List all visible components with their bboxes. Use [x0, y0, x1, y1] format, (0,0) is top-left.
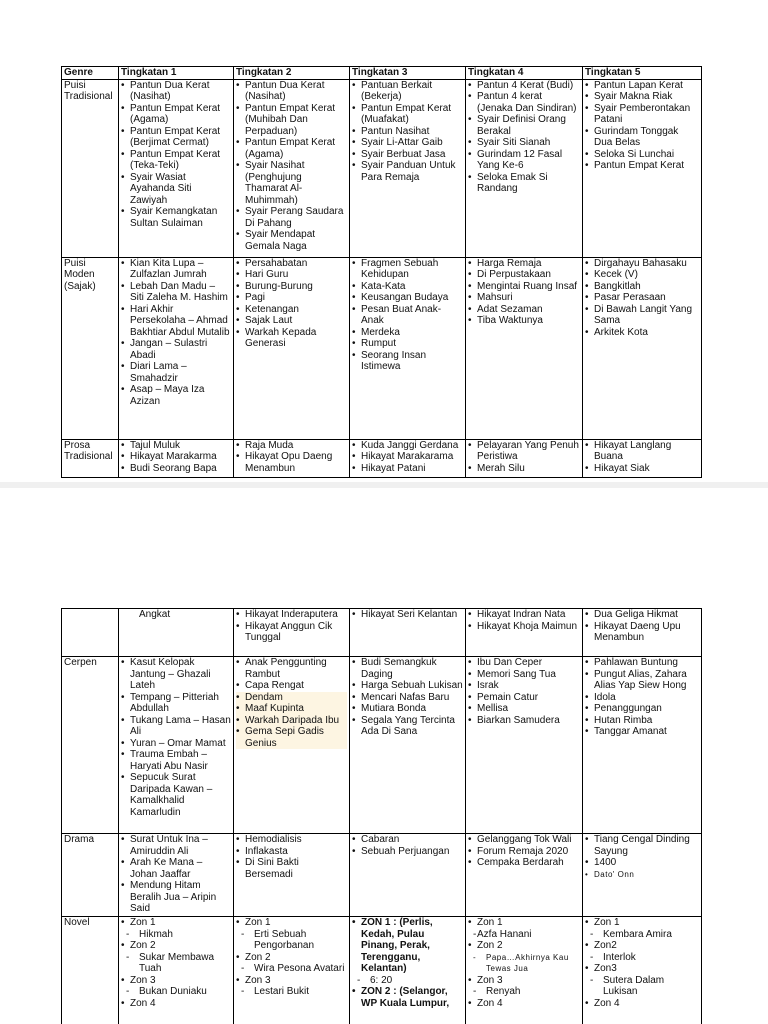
cell-t5 [583, 609, 702, 657]
list-item: • Syair Nasihat (Penghujung Thamarat Al-Muhimmah) [236, 160, 347, 206]
angkat-text: Angkat [139, 609, 171, 620]
list-item: • Persahabatan [236, 258, 347, 270]
list-item: • Pantun 4 kerat (Jenaka Dan Sindiran) [468, 91, 580, 114]
list-item: • Pemain Catur [468, 692, 580, 704]
list-item: • Inflakasta [236, 846, 347, 858]
header-tingkatan-1: Tingkatan 1 [119, 67, 234, 80]
list-item: • Syair Berbuat Jasa [352, 149, 463, 161]
genre-cell: Drama [62, 834, 119, 917]
list-item: • Tiang Cengal Dinding Sayung [585, 834, 699, 857]
header-tingkatan-4: Tingkatan 4 [466, 67, 583, 80]
list-item: • Pantun Empat Kerat (Agama) [121, 103, 231, 126]
list-item: • Diari Lama – Smahadzir [121, 361, 231, 384]
list-item: • Hikayat Anggun Cik Tunggal [236, 621, 347, 644]
list-item: • Syair Definisi Orang Berakal [468, 114, 580, 137]
row-prosa-tradisional-continued [62, 609, 702, 657]
list-item: • Syair Mendapat Gemala Naga [236, 229, 347, 252]
list-item: • Pantun Dua Kerat (Nasihat) [121, 80, 231, 103]
list-item: • Lebah Dan Madu – Siti Zaleha M. Hashim [121, 281, 231, 304]
list-item: • Hikayat Daeng Upu Menambun [585, 621, 699, 644]
list-item: • Arkitek Kota [585, 327, 699, 339]
list-item: • Penanggungan [585, 703, 699, 715]
list-item: • Pantun Empat Kerat (Muafakat) [352, 103, 463, 126]
novel-title: - Kembara Amira [585, 929, 699, 941]
cell-t2 [234, 834, 350, 917]
list-item: • Anak Penggunting Rambut [236, 657, 347, 680]
cell-t3 [350, 657, 466, 834]
list-item: • Trauma Embah – Haryati Abu Nasir [121, 749, 231, 772]
literature-table-part-2 [61, 608, 702, 1024]
cell-t2 [234, 609, 350, 657]
list-item: • Fragmen Sebuah Kehidupan [352, 258, 463, 281]
novel-title: - Papa…Akhirnya Kau Tewas Jua [468, 952, 580, 975]
list-item: • Di Bawah Langit Yang Sama [585, 304, 699, 327]
cell-t3 [350, 917, 466, 1024]
zone-item: • Zon 3 [121, 975, 231, 987]
list-item: • Cabaran [352, 834, 463, 846]
list-item: • Sepucuk Surat Daripada Kawan – Kamalkhalid Kamarludin [121, 772, 231, 818]
list-item: • Gurindam Tonggak Dua Belas [585, 126, 699, 149]
cell-t4 [466, 657, 583, 834]
list-item: • Hikayat Opu Daeng Menambun [236, 451, 347, 474]
row-drama [62, 834, 702, 917]
list-item: • Syair Kemangkatan Sultan Sulaiman [121, 206, 231, 229]
list-item: • Pantun Empat Kerat (Berjimat Cermat) [121, 126, 231, 149]
row-novel [62, 917, 702, 1024]
list-item: • Segala Yang Tercinta Ada Di Sana [352, 715, 463, 738]
list-item: • Di Perpustakaan [468, 269, 580, 281]
list-item: • Pantun Nasihat [352, 126, 463, 138]
list-item: • Hikayat Patani [352, 463, 463, 475]
list-item: • Tukang Lama – Hasan Ali [121, 715, 231, 738]
cell-t3 [350, 834, 466, 917]
list-item: • Mencari Nafas Baru [352, 692, 463, 704]
zone-item: • Zon 1 [121, 917, 231, 929]
list-item: • Dua Geliga Hikmat [585, 609, 699, 621]
novel-title: - Sutera Dalam Lukisan [585, 975, 699, 998]
list-item: • Kata-Kata [352, 281, 463, 293]
list-item: • Tajul Muluk [121, 440, 231, 452]
cell-t2 [234, 917, 350, 1024]
zone-item: • Zon 4 [121, 998, 231, 1010]
list-item: • Syair Pemberontakan Patani [585, 103, 699, 126]
list-item: • Pelayaran Yang Penuh Peristiwa [468, 440, 580, 463]
list-item: • Sebuah Perjuangan [352, 846, 463, 858]
list-item: • Pantun Empat Kerat [585, 160, 699, 172]
list-item: • Hikayat Indran Nata [468, 609, 580, 621]
cell-t4 [466, 79, 583, 257]
list-item: • Raja Muda [236, 440, 347, 452]
novel-title: - Hikmah [121, 929, 231, 941]
list-item: • Jangan – Sulastri Abadi [121, 338, 231, 361]
list-item: • Forum Remaja 2020 [468, 846, 580, 858]
list-item: • Kuda Janggi Gerdana [352, 440, 463, 452]
cell-t4 [466, 917, 583, 1024]
cell-t5 [583, 439, 702, 477]
list-item: • Tempang – Pitteriah Abdullah [121, 692, 231, 715]
novel-title: - Renyah [468, 986, 580, 998]
zone-item: • Zon 3 [468, 975, 580, 987]
list-item: • Dirgahayu Bahasaku [585, 258, 699, 270]
list-item: • Warkah Daripada Ibu [236, 715, 347, 727]
cell-t2 [234, 439, 350, 477]
genre-cell: Puisi Tradisional [62, 79, 119, 257]
list-item: • Pantun Empat Kerat (Teka-Teki) [121, 149, 231, 172]
list-item: • Seorang Insan Istimewa [352, 350, 463, 373]
zone-item: • Zon 3 [236, 975, 347, 987]
list-item: • Hutan Rimba [585, 715, 699, 727]
list-item: • Seloka Si Lunchai [585, 149, 699, 161]
list-item: • Sajak Laut [236, 315, 347, 327]
list-item: • Tiba Waktunya [468, 315, 580, 327]
zone-item: • Zon 1 [236, 917, 347, 929]
header-tingkatan-5: Tingkatan 5 [583, 67, 702, 80]
list-item: • Asap – Maya Iza Azizan [121, 384, 231, 407]
genre-cell: Novel [62, 917, 119, 1024]
zone-item: • Zon 2 [121, 940, 231, 952]
list-item: • Gema Sepi Gadis Genius [236, 726, 347, 749]
cell-t1 [119, 257, 234, 439]
novel-title: - 6: 20 [352, 975, 463, 987]
list-item: • Hari Guru [236, 269, 347, 281]
list-item: • Syair Wasiat Ayahanda Siti Zawiyah [121, 172, 231, 207]
cell-t4 [466, 834, 583, 917]
list-item: • Syair Makna Riak [585, 91, 699, 103]
list-item: • 1400 [585, 857, 699, 869]
list-item: • Hikayat Seri Kelantan [352, 609, 463, 621]
header-row [62, 67, 702, 80]
header-genre: Genre [62, 67, 119, 80]
cell-t3 [350, 609, 466, 657]
list-item: • Pantuan Berkait (Bekerja) [352, 80, 463, 103]
zone-item: • ZON 1 : (Perlis, Kedah, Pulau Pinang, Perak, Terengganu, Kelantan) [352, 917, 463, 975]
document-page-2 [0, 488, 768, 1024]
list-item: • Arah Ke Mana – Johan Jaaffar [121, 857, 231, 880]
cell-t4 [466, 257, 583, 439]
zone-item: • Zon 1 [585, 917, 699, 929]
list-item: • Mendung Hitam Beralih Jua – Aripin Said [121, 880, 231, 915]
list-item: • Idola [585, 692, 699, 704]
list-item: • Kecek (V) [585, 269, 699, 281]
list-item: • Pantun 4 Kerat (Budi) [468, 80, 580, 92]
list-item: • Budi Semangkuk Daging [352, 657, 463, 680]
list-item: • Kian Kita Lupa – Zulfazlan Jumrah [121, 258, 231, 281]
cell-t1 [119, 834, 234, 917]
header-tingkatan-3: Tingkatan 3 [350, 67, 466, 80]
list-item: • Harga Remaja [468, 258, 580, 270]
novel-title: - Bukan Duniaku [121, 986, 231, 998]
list-item: • Biarkan Samudera [468, 715, 580, 727]
genre-cell: Cerpen [62, 657, 119, 834]
list-item: • Dendam [236, 692, 347, 704]
list-item: • Gurindam 12 Fasal Yang Ke-6 [468, 149, 580, 172]
list-item: • Pesan Buat Anak-Anak [352, 304, 463, 327]
cell-t2 [234, 79, 350, 257]
list-item: • Cempaka Berdarah [468, 857, 580, 869]
list-item: • Syair Panduan Untuk Para Remaja [352, 160, 463, 183]
novel-title: - Azfa Hanani [468, 929, 580, 941]
cell-t1 [119, 79, 234, 257]
cell-t3 [350, 79, 466, 257]
cell-t1 [119, 917, 234, 1024]
list-item: • Rumput [352, 338, 463, 350]
row-puisi-tradisional [62, 79, 702, 257]
list-item: • Pungut Alias, Zahara Alias Yap Siew Hong [585, 669, 699, 692]
list-item: • Harga Sebuah Lukisan [352, 680, 463, 692]
list-item: • Hikayat Langlang Buana [585, 440, 699, 463]
zone-item: • Zon 1 [468, 917, 580, 929]
list-item: • Pahlawan Buntung [585, 657, 699, 669]
list-item: • Capa Rengat [236, 680, 347, 692]
cell-t4 [466, 439, 583, 477]
list-item: • Budi Seorang Bapa [121, 463, 231, 475]
list-item: • Mellisa [468, 703, 580, 715]
zone-item: • ZON 2 : (Selangor, WP Kuala Lumpur, [352, 986, 463, 1009]
zone-item: • Zon 2 [236, 952, 347, 964]
list-item: • Hemodialisis [236, 834, 347, 846]
list-item: • Pantun Empat Kerat (Muhibah Dan Perpaduan) [236, 103, 347, 138]
cell-t5 [583, 917, 702, 1024]
cell-t3 [350, 257, 466, 439]
row-prosa-tradisional [62, 439, 702, 477]
list-item: • Adat Sezaman [468, 304, 580, 316]
novel-title: - Interlok [585, 952, 699, 964]
novel-title: - Sukar Membawa Tuah [121, 952, 231, 975]
list-item: • Gelanggang Tok Wali [468, 834, 580, 846]
list-item: • Hari Akhir Persekolaha – Ahmad Bakhtiar Abdul Mutalib [121, 304, 231, 339]
cell-t5 [583, 657, 702, 834]
cell-t5 [583, 834, 702, 917]
cell-t1 [119, 657, 234, 834]
list-item: • Syair Siti Sianah [468, 137, 580, 149]
header-tingkatan-2: Tingkatan 2 [234, 67, 350, 80]
list-item: • Ketenangan [236, 304, 347, 316]
cell-t2 [234, 657, 350, 834]
list-item: • Mengintai Ruang Insaf [468, 281, 580, 293]
list-item: • Pantun Empat Kerat (Agama) [236, 137, 347, 160]
list-item: • Pasar Perasaan [585, 292, 699, 304]
list-item: • Mutiara Bonda [352, 703, 463, 715]
list-item: • Maaf Kupinta [236, 703, 347, 715]
list-item: • Seloka Emak Si Randang [468, 172, 580, 195]
list-item: • Dato' Onn [585, 869, 699, 881]
row-puisi-moden [62, 257, 702, 439]
genre-cell: Prosa Tradisional [62, 439, 119, 477]
list-item: • Israk [468, 680, 580, 692]
list-item: • Hikayat Siak [585, 463, 699, 475]
list-item: • Mahsuri [468, 292, 580, 304]
cell-t1 [119, 439, 234, 477]
list-item: • Syair Perang Saudara Di Pahang [236, 206, 347, 229]
zone-item: • Zon 2 [468, 940, 580, 952]
list-item: • Burung-Burung [236, 281, 347, 293]
list-item: • Hikayat Marakarma [121, 451, 231, 463]
list-item: • Hikayat Inderaputera [236, 609, 347, 621]
list-item: • Tanggar Amanat [585, 726, 699, 738]
list-item: • Kasut Kelopak Jantung – Ghazali Lateh [121, 657, 231, 692]
zone-item: • Zon 4 [585, 998, 699, 1010]
list-item: • Yuran – Omar Mamat [121, 738, 231, 750]
list-item: • Bangkitlah [585, 281, 699, 293]
cell-t5 [583, 79, 702, 257]
list-item: • Merdeka [352, 327, 463, 339]
cell-t3 [350, 439, 466, 477]
novel-title: - Erti Sebuah Pengorbanan [236, 929, 347, 952]
list-item: • Hikayat Marakarama [352, 451, 463, 463]
list-item: • Hikayat Khoja Maimun [468, 621, 580, 633]
cell-t1 [119, 609, 234, 657]
literature-table-part-1 [61, 66, 702, 478]
cell-t2 [234, 257, 350, 439]
list-item: • Syair Li-Attar Gaib [352, 137, 463, 149]
zone-item: • Zon2 [585, 940, 699, 952]
list-item: • Warkah Kepada Generasi [236, 327, 347, 350]
zone-item: • Zon3 [585, 963, 699, 975]
cell-t4 [466, 609, 583, 657]
list-item: • Surat Untuk Ina – Amiruddin Ali [121, 834, 231, 857]
row-cerpen [62, 657, 702, 834]
list-item: • Di Sini Bakti Bersemadi [236, 857, 347, 880]
novel-title: - Wira Pesona Avatari [236, 963, 347, 975]
list-item: • Pagi [236, 292, 347, 304]
list-item: • Pantun Dua Kerat (Nasihat) [236, 80, 347, 103]
cell-t5 [583, 257, 702, 439]
list-item: • Merah Silu [468, 463, 580, 475]
document-page-1 [0, 0, 768, 482]
genre-cell: Puisi Moden (Sajak) [62, 257, 119, 439]
novel-title: - Lestari Bukit [236, 986, 347, 998]
list-item: • Ibu Dan Ceper [468, 657, 580, 669]
list-item: • Pantun Lapan Kerat [585, 80, 699, 92]
list-item: • Memori Sang Tua [468, 669, 580, 681]
list-item: • Keusangan Budaya [352, 292, 463, 304]
genre-cell [62, 609, 119, 657]
zone-item: • Zon 4 [468, 998, 580, 1010]
